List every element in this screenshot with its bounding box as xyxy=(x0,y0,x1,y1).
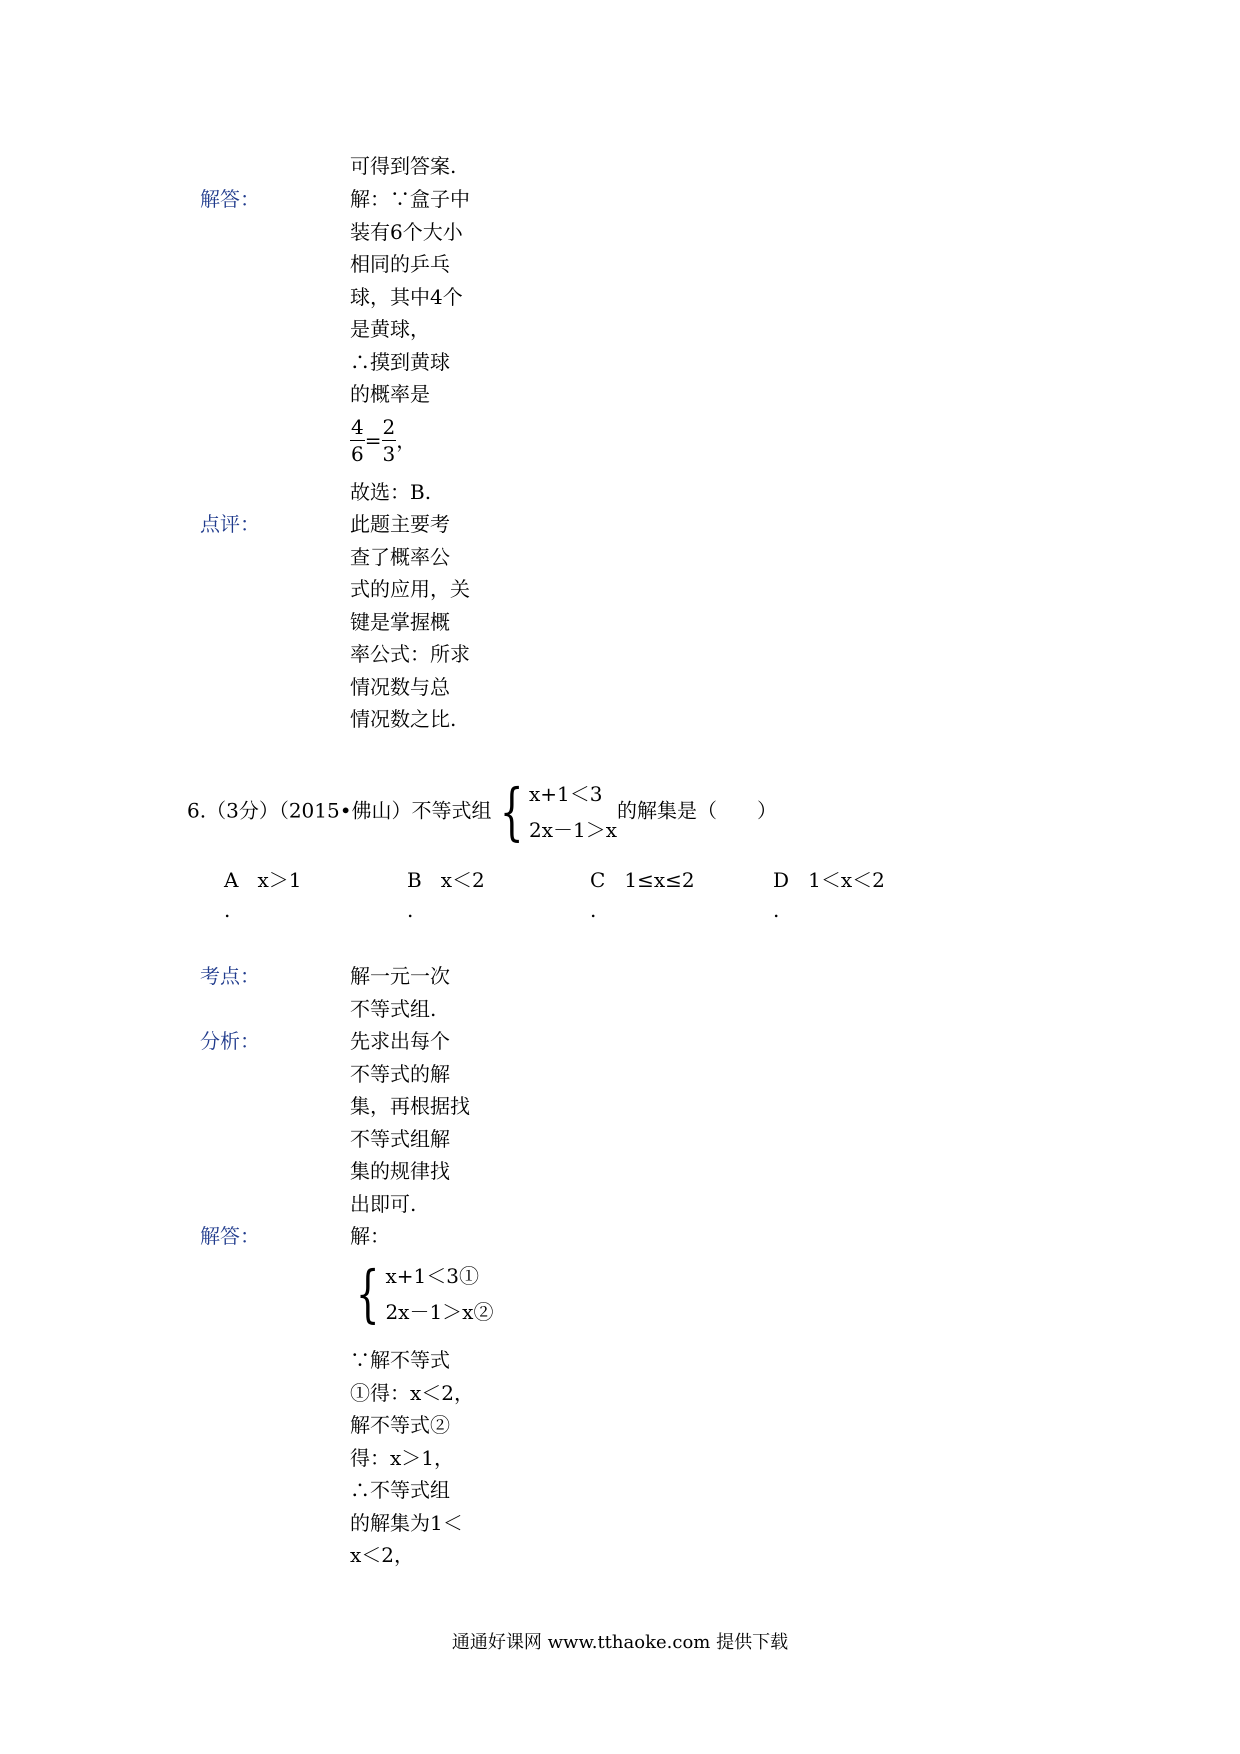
answer-line: 的概率是 xyxy=(350,382,430,406)
option-dot: . xyxy=(590,898,597,922)
answer-line: 解：∵盒子中 xyxy=(350,187,470,211)
prev-comment-label: 点评： xyxy=(200,512,260,536)
inequality-system xyxy=(492,776,617,848)
point-block xyxy=(350,960,450,1025)
probability-fraction: $\frac{4}{6}$ = $\frac{2}{3}$ ， xyxy=(351,415,417,466)
answer-line: 装有6个大小 xyxy=(350,219,463,244)
option-dot: . xyxy=(224,898,231,922)
option-a[interactable] xyxy=(224,866,302,922)
answer-line: ∴摸到黄球 xyxy=(350,349,450,374)
question-number: 6. xyxy=(187,798,207,823)
answer-line: 是黄球， xyxy=(350,317,430,341)
option-letter: B xyxy=(407,868,422,892)
comment-line: 情况数与总 xyxy=(350,674,450,699)
comment-line: 率公式：所求 xyxy=(350,642,470,666)
option-c[interactable] xyxy=(590,866,695,922)
answer-block xyxy=(350,1344,474,1572)
option-text: 1＜x＜2 xyxy=(808,868,885,892)
answer-first-line: 解： xyxy=(350,1224,390,1248)
analysis-line: 集的规律找 xyxy=(350,1159,450,1183)
option-text: 1≤x≤2 xyxy=(624,868,695,892)
analysis-block xyxy=(350,1025,470,1220)
prev-choose: 故选：B. xyxy=(350,480,432,504)
question-score: （3分） xyxy=(206,798,279,823)
question-6-stem xyxy=(187,776,777,848)
prev-answer-label: 解答： xyxy=(200,187,260,211)
question-source: （2015•佛山） xyxy=(278,798,412,823)
option-text: x＜2 xyxy=(440,868,485,892)
question-suffix: 的解集是（ ） xyxy=(617,798,777,823)
brace-symbol: { xyxy=(499,775,524,848)
analysis-line: 出即可. xyxy=(350,1191,417,1216)
comment-line: 键是掌握概 xyxy=(350,609,450,634)
answer-line: x＜2， xyxy=(350,1543,415,1567)
comment-line: 查了概率公 xyxy=(350,544,450,569)
inequality-2: 2x－1＞x xyxy=(528,818,617,842)
option-letter: A xyxy=(224,868,239,892)
answer-line: ∴不等式组 xyxy=(350,1478,450,1502)
answer-line: 解不等式② xyxy=(350,1413,450,1437)
inequality-1: x+1＜3 xyxy=(528,782,603,806)
point-line: 不等式组. xyxy=(350,996,437,1021)
answer-label: 解答： xyxy=(200,1224,260,1248)
prev-answer-block xyxy=(350,183,470,411)
analysis-line: 不等式组解 xyxy=(350,1126,450,1151)
prev-top-line: 可得到答案. xyxy=(350,154,457,178)
option-text: x＞1 xyxy=(257,868,302,892)
answer-line: 球，其中4个 xyxy=(350,284,463,309)
system-line-2: 2x－1＞x② xyxy=(385,1300,494,1324)
option-b[interactable] xyxy=(407,866,485,922)
option-dot: . xyxy=(773,898,780,922)
page-footer: 通通好课网 www.tthaoke.com 提供下载 xyxy=(451,1632,789,1653)
point-line: 解一元一次 xyxy=(350,964,450,988)
prev-comment-block xyxy=(350,508,470,736)
analysis-label: 分析： xyxy=(200,1029,260,1053)
option-dot: . xyxy=(407,898,414,922)
answer-line: ∵解不等式 xyxy=(350,1348,450,1372)
brace-symbol: { xyxy=(355,1257,380,1330)
answer-line: 相同的乒乓 xyxy=(350,252,450,276)
analysis-line: 先求出每个 xyxy=(350,1029,450,1053)
answer-line: 得：x＞1， xyxy=(350,1445,455,1470)
fraction-left: $\frac{4}{6}$ xyxy=(351,415,364,466)
comment-line: 式的应用，关 xyxy=(350,577,470,601)
system-line-1: x+1＜3① xyxy=(385,1264,479,1288)
answer-line: ①得：x＜2， xyxy=(350,1380,475,1405)
analysis-line: 不等式的解 xyxy=(350,1061,450,1086)
point-label: 考点： xyxy=(200,964,260,988)
answer-line: 的解集为1＜ xyxy=(350,1510,463,1535)
question-prefix: 不等式组 xyxy=(411,798,492,823)
comment-line: 情况数之比. xyxy=(350,707,457,731)
option-letter: D xyxy=(773,868,790,892)
answer-system xyxy=(348,1258,493,1330)
option-letter: C xyxy=(590,868,606,892)
analysis-line: 集，再根据找 xyxy=(350,1094,470,1118)
option-d[interactable] xyxy=(773,866,885,922)
comment-line: 此题主要考 xyxy=(350,512,450,536)
fraction-right: $\frac{2}{3}$ xyxy=(382,415,396,466)
